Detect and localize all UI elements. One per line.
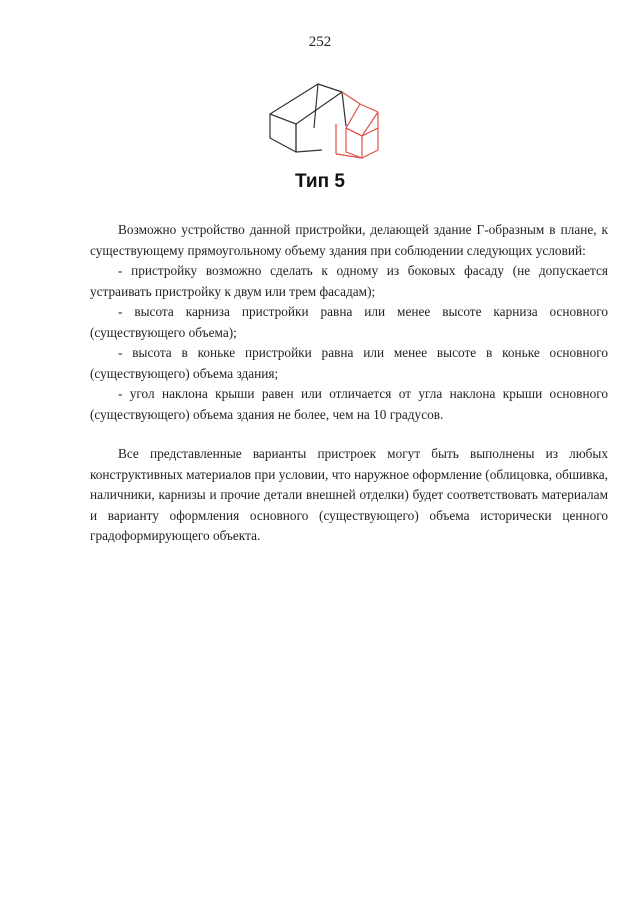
condition-item: - высота карниза пристройки равна или менее высоте карниза основного (существующего объема); (90, 304, 608, 340)
condition-item: - пристройку возможно сделать к одному из боковых фасаду (не допускается устраивать пристройку к двум или трем фасадам); (90, 263, 608, 299)
l-shaped-building-drawing (260, 72, 390, 172)
intro-paragraph: Возможно устройство данной пристройки, делающей здание Г-образным в плане, к существующему прямоугольному объему здания при соблюдении следующих условий: (90, 222, 608, 258)
condition-item: - высота в коньке пристройки равна или менее высоте в коньке основного (существующего) объема здания; (90, 345, 608, 381)
document-body (90, 220, 608, 547)
extension (336, 92, 378, 158)
figure-caption: Тип 5 (295, 171, 345, 192)
existing-building (270, 84, 346, 152)
building-diagram (260, 72, 390, 172)
page-number: 252 (308, 34, 332, 50)
closing-paragraph: Все представленные варианты пристроек могут быть выполнены из любых конструктивных материалов при условии, что наружное оформление (облицовка, обшивка, наличники, карнизы и прочие детали внешней отделки) будет соответствовать материалам и варианту оформления основного (существующего) объема исторически ценного градоформирующего объекта. (90, 446, 608, 543)
condition-item: - угол наклона крыши равен или отличается от угла наклона крыши основного (существующего) объема здания не более, чем на 10 градусов. (90, 386, 608, 422)
